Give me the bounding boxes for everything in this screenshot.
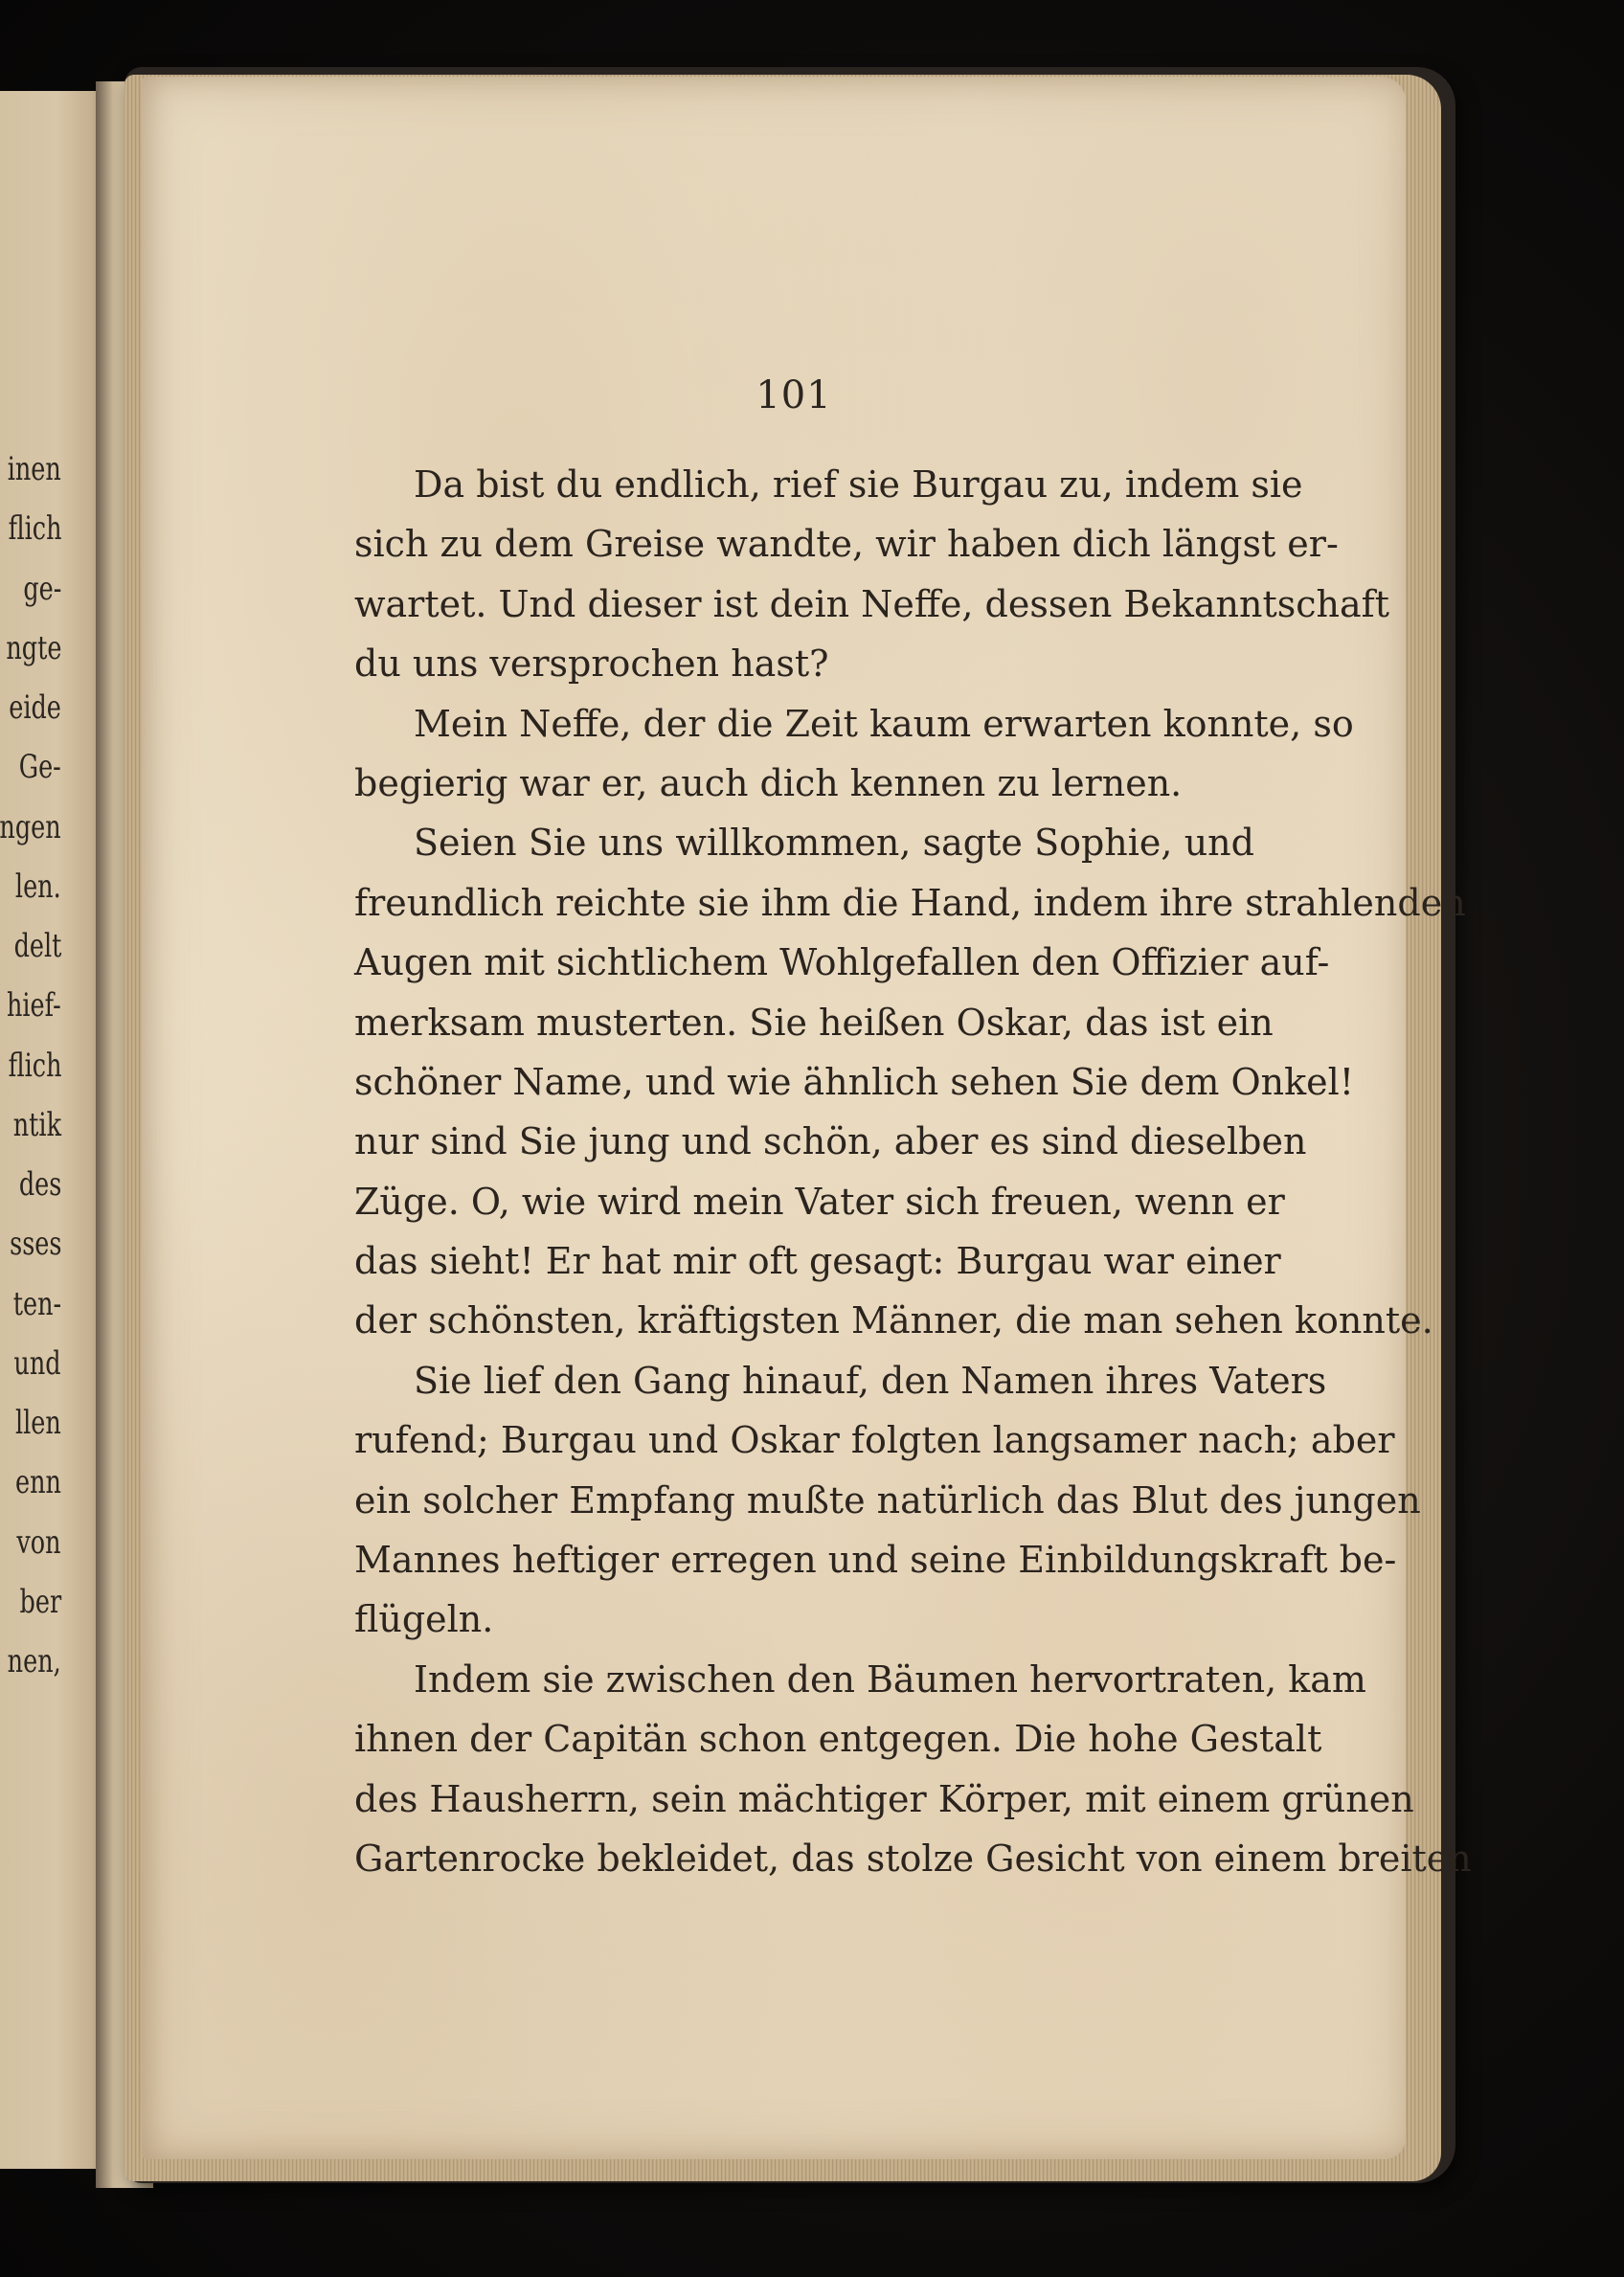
left-page-fragment: inen: [7, 450, 61, 488]
text-line: nur sind Sie jung und schön, aber es sind dieselben: [354, 1120, 1307, 1163]
text-line: des Hausherrn, sein mächtiger Körper, mit einem grünen: [354, 1777, 1414, 1820]
text-line: begierig war er, auch dich kennen zu lernen.: [354, 761, 1183, 804]
text-line: merksam musterten. Sie heißen Oskar, das ist ein: [354, 1001, 1274, 1044]
text-line: sich zu dem Greise wandte, wir haben dich längst er-: [354, 523, 1339, 566]
left-page-fragment: ngte: [5, 628, 61, 667]
text-line: schöner Name, und wie ähnlich sehen Sie dem Onkel!: [354, 1060, 1355, 1103]
left-page-fragment: ten-: [12, 1284, 61, 1323]
text-line: du uns versprochen hast?: [354, 643, 829, 686]
text-line: Da bist du endlich, rief sie Burgau zu, indem sie: [414, 463, 1303, 506]
left-facing-page: [0, 91, 105, 2169]
left-page-fragment: sses: [9, 1225, 61, 1264]
page-number: 101: [756, 373, 832, 417]
page-body-text: [354, 455, 1472, 1888]
text-line: ihnen der Capitän schon entgegen. Die hohe Gestalt: [354, 1718, 1322, 1761]
text-line: Indem sie zwischen den Bäumen hervortraten, kam: [414, 1657, 1366, 1701]
left-page-fragment: ber: [19, 1582, 61, 1621]
left-page-fragment: nen,: [7, 1642, 61, 1680]
text-line: wartet. Und dieser ist dein Neffe, dessen Bekanntschaft: [354, 582, 1389, 625]
text-line: Züge. O, wie wird mein Vater sich freuen, wenn er: [354, 1180, 1285, 1223]
left-page-fragment: ntik: [12, 1105, 61, 1144]
text-line: Mein Neffe, der die Zeit kaum erwarten konnte, so: [414, 702, 1354, 745]
left-page-fragment: llen: [15, 1404, 61, 1442]
text-line: Mannes heftiger erregen und seine Einbildungskraft be-: [354, 1539, 1397, 1582]
left-page-fragment: enn: [15, 1463, 61, 1502]
text-line: das sieht! Er hat mir oft gesagt: Burgau war einer: [354, 1240, 1281, 1283]
left-page-fragment: len.: [15, 867, 61, 906]
left-page-fragment: ngen: [0, 807, 61, 846]
text-line: Seien Sie uns willkommen, sagte Sophie, und: [414, 822, 1254, 865]
text-line: Gartenrocke bekleidet, das stolze Gesicht von einem breiten: [354, 1837, 1472, 1880]
left-page-fragment: eide: [9, 688, 61, 727]
left-page-fragment: ge-: [22, 569, 61, 608]
left-page-fragment: von: [16, 1522, 61, 1562]
left-page-fragment: und: [13, 1343, 61, 1383]
text-line: flügeln.: [354, 1598, 494, 1641]
text-line: freundlich reichte sie ihm die Hand, indem ihre strahlenden: [354, 881, 1466, 924]
left-page-fragment: flich: [8, 1046, 61, 1085]
text-line: rufend; Burgau und Oskar folgten langsamer nach; aber: [354, 1419, 1395, 1462]
text-line: Augen mit sichtlichem Wohlgefallen den Offizier auf-: [354, 941, 1330, 984]
text-line: Sie lief den Gang hinauf, den Namen ihres Vaters: [414, 1359, 1327, 1402]
text-line: der schönsten, kräftigsten Männer, die man sehen konnte.: [354, 1299, 1433, 1342]
book-page: [142, 77, 1472, 2159]
left-page-fragment: delt: [13, 927, 61, 965]
left-page-fragment: des: [18, 1165, 61, 1204]
text-line: ein solcher Empfang mußte natürlich das Blut des jungen: [354, 1478, 1421, 1522]
left-page-fragment: flich: [8, 509, 61, 549]
left-page-fragment: Ge-: [18, 748, 61, 787]
left-page-fragment: hief-: [7, 986, 61, 1026]
